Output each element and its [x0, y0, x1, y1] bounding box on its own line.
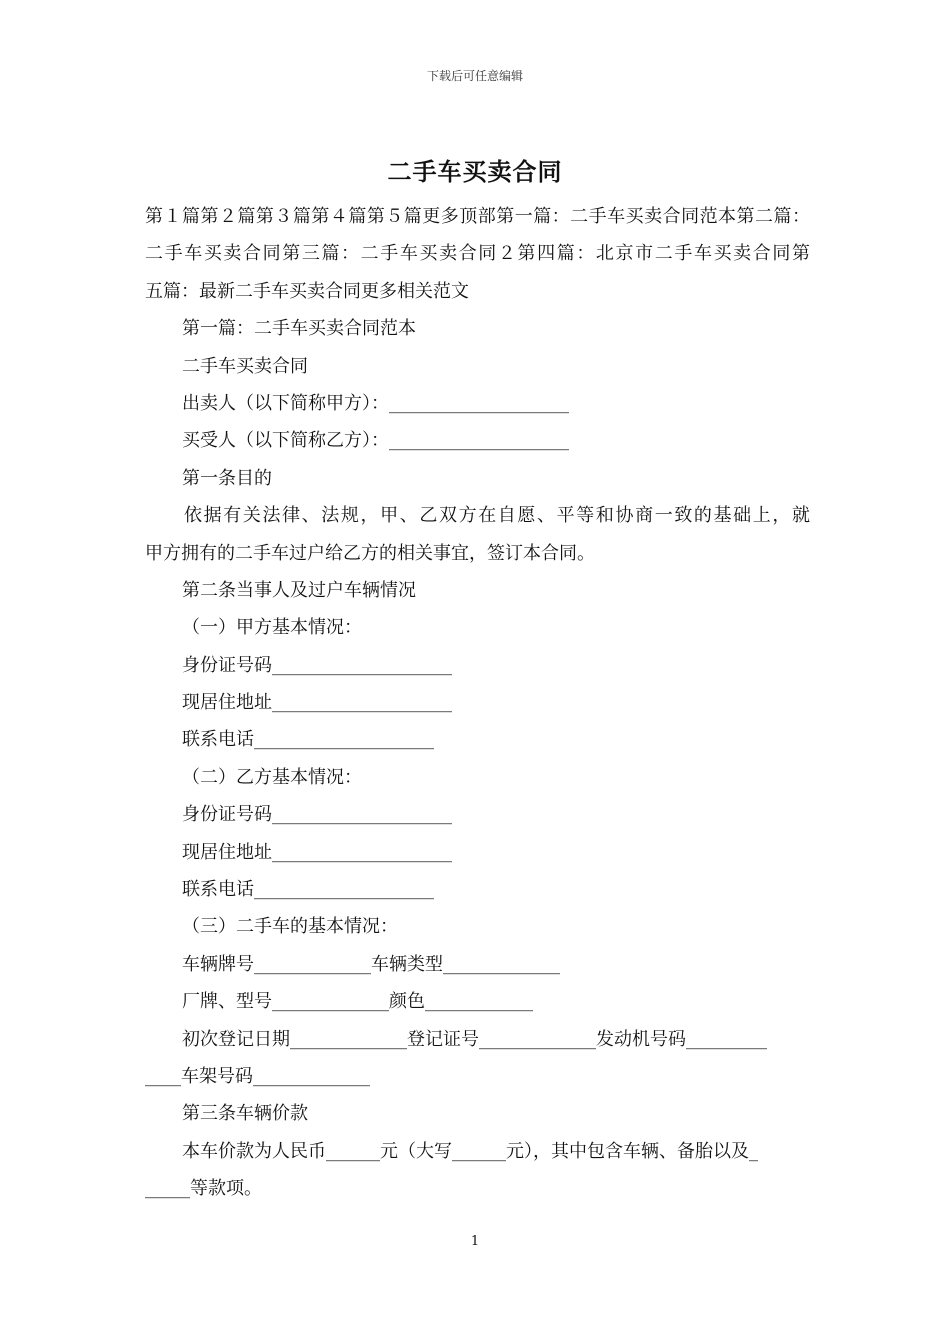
party-a-address-field: 现居住地址____________________	[182, 692, 452, 714]
vehicle-frame-field: ____车架号码_____________	[145, 1065, 370, 1087]
document-body	[145, 198, 810, 1208]
article-1-title: 第一条目的	[182, 467, 272, 489]
article-3-text: _____等款项。	[145, 1178, 262, 1200]
party-b-address-field: 现居住地址____________________	[182, 841, 452, 863]
party-a-title: （一）甲方基本情况：	[182, 617, 362, 639]
article-1-text: 甲方拥有的二手车过户给乙方的相关事宜，签订本合同。	[145, 542, 595, 564]
document-title: 二手车买卖合同	[387, 157, 563, 186]
party-a-phone-field: 联系电话____________________	[182, 729, 434, 751]
intro-line: 第１篇第２篇第３篇第４篇第５篇更多顶部第一篇：二手车买卖合同范本第二篇：	[145, 206, 810, 227]
section-heading: 第一篇：二手车买卖合同范本	[182, 318, 416, 340]
page-number: 1	[470, 1234, 480, 1249]
party-b-title: （二）乙方基本情况：	[182, 766, 362, 788]
vehicle-plate-type-field: 车辆牌号_____________车辆类型_____________	[182, 953, 560, 975]
intro-line: 二手车买卖合同第三篇：二手车买卖合同２第四篇：北京市二手车买卖合同第	[145, 243, 810, 265]
vehicle-brand-color-field: 厂牌、型号_____________颜色____________	[182, 991, 533, 1013]
seller-field: 出卖人（以下简称甲方）：____________________	[182, 392, 569, 414]
party-b-phone-field: 联系电话____________________	[182, 879, 434, 901]
download-note: 下载后可任意编辑	[426, 69, 523, 83]
contract-title: 二手车买卖合同	[182, 355, 308, 377]
article-3-title: 第三条车辆价款	[182, 1103, 308, 1125]
party-b-id-field: 身份证号码____________________	[182, 804, 452, 826]
vehicle-title: （三）二手车的基本情况：	[182, 916, 398, 938]
party-a-id-field: 身份证号码____________________	[182, 654, 452, 676]
intro-line: 五篇：最新二手车买卖合同更多相关范文	[145, 280, 469, 302]
buyer-field: 买受人（以下简称乙方）：____________________	[182, 430, 569, 452]
article-2-title: 第二条当事人及过户车辆情况	[182, 579, 416, 601]
vehicle-registration-field: 初次登记日期_____________登记证号_____________发动机号码_________	[182, 1028, 767, 1050]
article-3-text: 本车价款为人民币______元（大写______元），其中包含车辆、备胎以及_	[182, 1140, 758, 1162]
article-1-text: 依据有关法律、法规，甲、乙双方在自愿、平等和协商一致的基础上，就	[184, 505, 810, 527]
